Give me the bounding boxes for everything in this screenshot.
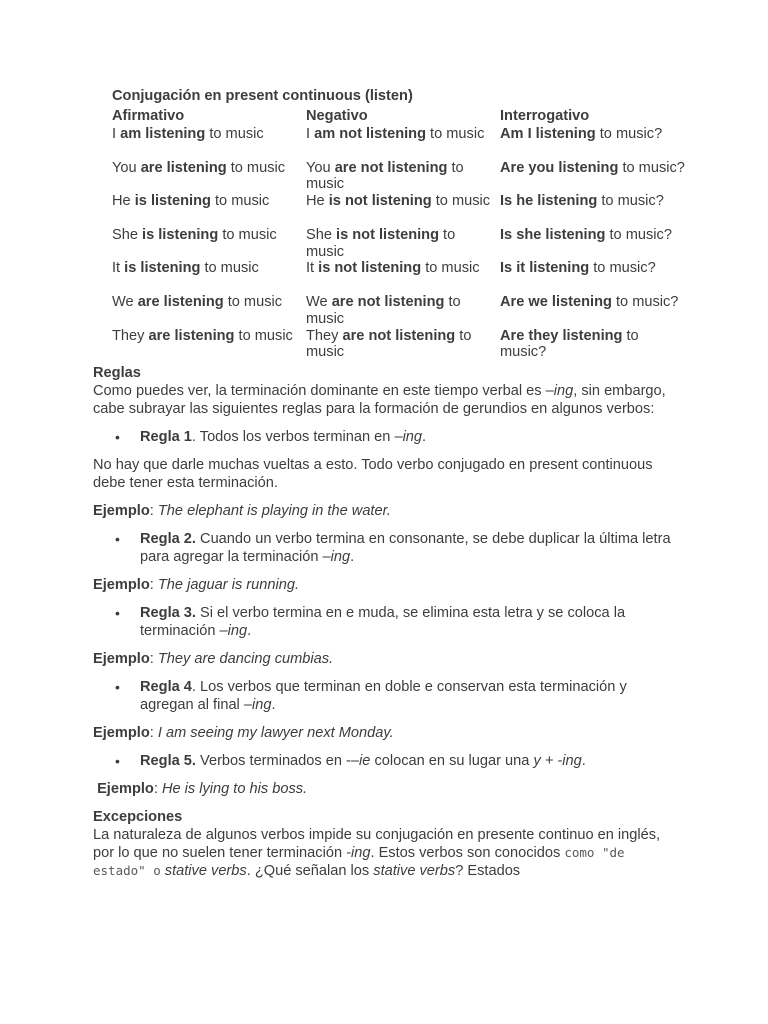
bullet: • bbox=[115, 605, 120, 621]
complement: to music? bbox=[618, 159, 685, 176]
rule-label: Regla 4 bbox=[140, 679, 192, 695]
table-cell bbox=[306, 328, 494, 362]
rule-label: Regla 5. bbox=[140, 753, 196, 769]
excepciones-text: . ¿Qué señalan los bbox=[246, 863, 374, 879]
verb-form: are not listening bbox=[342, 327, 456, 344]
subject: She bbox=[112, 226, 143, 243]
verb-form: is not listening bbox=[336, 226, 439, 243]
excepciones-paragraph bbox=[93, 826, 683, 880]
complement: to music bbox=[234, 327, 293, 344]
rule-text: Si el verbo termina en e muda, se elimina esta letra y se coloca la terminación bbox=[140, 605, 626, 639]
ejemplo-label: Ejemplo bbox=[93, 725, 150, 741]
complement: to music bbox=[306, 293, 461, 327]
verb-form: are not listening bbox=[334, 159, 448, 176]
subject: I bbox=[306, 126, 315, 142]
rule-text: . Los verbos que terminan en doble e conservan esta terminación y agregan al final bbox=[140, 679, 627, 713]
subject: You bbox=[112, 159, 141, 176]
example-text: I am seeing my lawyer next Monday. bbox=[157, 725, 394, 741]
complement: to music? bbox=[605, 226, 672, 243]
subject: You bbox=[306, 159, 335, 176]
rule-1-note: No hay que darle muchas vueltas a esto. Todo verbo conjugado en present continuous debe tener esta terminación. bbox=[93, 457, 653, 491]
subject: He bbox=[112, 193, 135, 210]
rule-end: . bbox=[247, 623, 252, 639]
ejemplo-label: Ejemplo bbox=[97, 781, 154, 797]
complement: to music bbox=[306, 159, 464, 193]
table-cell bbox=[306, 193, 494, 227]
example-3: Ejemplo: They are dancing cumbias. bbox=[93, 651, 334, 667]
example-2: Ejemplo: The jaguar is running. bbox=[93, 577, 300, 593]
complement: to music? bbox=[595, 126, 663, 142]
complement: to music bbox=[306, 327, 472, 361]
subject: We bbox=[306, 293, 332, 310]
complement: to music bbox=[306, 226, 456, 260]
excepciones-ing: -ing bbox=[346, 845, 371, 861]
table-cell bbox=[500, 193, 688, 227]
ejemplo-label: Ejemplo bbox=[93, 503, 150, 519]
excepciones-text: ? Estados bbox=[455, 863, 521, 879]
table-cell bbox=[306, 126, 494, 160]
table-cell bbox=[112, 328, 300, 362]
example-1: Ejemplo: The elephant is playing in the water. bbox=[93, 503, 391, 519]
excepciones-mono: como "de estado" o bbox=[93, 845, 625, 878]
subject: I bbox=[112, 126, 121, 142]
rule-ing: –ing bbox=[394, 429, 423, 445]
verb-form: am listening bbox=[120, 126, 206, 142]
rule-y-ing: y + -ing bbox=[533, 753, 582, 769]
complement: to music bbox=[421, 260, 480, 277]
table-cell bbox=[306, 260, 494, 294]
subject: It bbox=[306, 260, 319, 277]
rule-5 bbox=[93, 752, 683, 770]
verb-form: Am I listening bbox=[500, 126, 596, 142]
column-header: Interrogativo bbox=[500, 108, 590, 124]
rule-end: . bbox=[422, 429, 427, 445]
verb-form: is listening bbox=[134, 193, 211, 210]
table-cell bbox=[500, 160, 688, 194]
complement: to music bbox=[431, 193, 491, 210]
rule-text: Cuando un verbo termina en consonante, se debe duplicar la última letra para agregar la terminación bbox=[140, 531, 671, 565]
complement: to music bbox=[200, 260, 259, 277]
table-cell bbox=[112, 160, 300, 194]
verb-form: Is it listening bbox=[500, 260, 590, 277]
subject: They bbox=[112, 327, 149, 344]
table-cell bbox=[306, 160, 494, 194]
verb-form: Are we listening bbox=[500, 293, 612, 310]
column-header: Afirmativo bbox=[112, 108, 185, 124]
rule-3 bbox=[93, 604, 683, 640]
table-cell bbox=[306, 294, 494, 328]
rules-section bbox=[93, 364, 683, 880]
rule-ing: –ing bbox=[219, 623, 248, 639]
table-column bbox=[500, 107, 688, 361]
complement: to music? bbox=[611, 293, 679, 310]
bullet: • bbox=[115, 753, 120, 769]
verb-form: is not listening bbox=[318, 260, 422, 277]
verb-form: are listening bbox=[140, 159, 227, 176]
subject: She bbox=[306, 226, 337, 243]
rule-text: . Todos los verbos terminan en bbox=[191, 429, 395, 445]
verb-form: are not listening bbox=[331, 293, 445, 310]
bullet: • bbox=[115, 429, 120, 445]
ejemplo-label: Ejemplo bbox=[93, 651, 150, 667]
rule-label: Regla 1 bbox=[140, 429, 192, 445]
complement: to music? bbox=[500, 327, 639, 361]
verb-form: is listening bbox=[142, 226, 219, 243]
excepciones-heading: Excepciones bbox=[93, 809, 183, 825]
verb-form: Is she listening bbox=[500, 226, 606, 243]
rule-2 bbox=[93, 530, 683, 566]
subject: He bbox=[306, 193, 329, 210]
rule-end: . bbox=[350, 549, 355, 565]
complement: to music bbox=[205, 126, 264, 142]
verb-form: am not listening bbox=[314, 126, 426, 142]
verb-form: are listening bbox=[137, 293, 224, 310]
example-text: He is lying to his boss. bbox=[161, 781, 308, 797]
rule-ing: –ing bbox=[322, 549, 351, 565]
complement: to music bbox=[226, 159, 286, 176]
reglas-heading: Reglas bbox=[93, 365, 141, 381]
complement: to music? bbox=[589, 260, 656, 277]
bullet: • bbox=[115, 531, 120, 547]
stative-verbs-term: stative verbs bbox=[160, 863, 247, 879]
ejemplo-label: Ejemplo bbox=[93, 577, 150, 593]
intro-ing: –ing bbox=[545, 383, 574, 399]
table-cell bbox=[112, 126, 300, 160]
rule-label: Regla 3. bbox=[140, 605, 196, 621]
example-text: The elephant is playing in the water. bbox=[157, 503, 391, 519]
table-column bbox=[306, 107, 494, 361]
verb-form: Are you listening bbox=[500, 159, 619, 176]
rule-end: . bbox=[581, 753, 586, 769]
example-5: Ejemplo: He is lying to his boss. bbox=[97, 781, 308, 797]
table-cell bbox=[500, 126, 688, 160]
complement: to music bbox=[223, 293, 283, 310]
rule-ie: –ie bbox=[350, 753, 371, 769]
rule-text: Verbos terminados en - bbox=[195, 753, 351, 769]
reglas-intro bbox=[93, 382, 683, 418]
excepciones-text: . Estos verbos son conocidos bbox=[370, 845, 565, 861]
subject: They bbox=[306, 327, 343, 344]
intro-text: Como puedes ver, la terminación dominante en este tiempo verbal es bbox=[93, 383, 546, 399]
rule-end: . bbox=[271, 697, 276, 713]
subject: We bbox=[112, 293, 138, 310]
table-cell bbox=[306, 227, 494, 261]
subject: It bbox=[112, 260, 125, 277]
complement: to music bbox=[426, 126, 485, 142]
table-cell bbox=[112, 193, 300, 227]
verb-form: is listening bbox=[124, 260, 201, 277]
table-title: Conjugación en present continuous (listen) bbox=[112, 88, 413, 104]
verb-form: are listening bbox=[148, 327, 235, 344]
complement: to music bbox=[210, 193, 270, 210]
verb-form: is not listening bbox=[328, 193, 432, 210]
stative-verbs-term: stative verbs bbox=[373, 863, 456, 879]
example-text: They are dancing cumbias. bbox=[157, 651, 334, 667]
verb-form: Are they listening bbox=[500, 327, 623, 344]
rule-1 bbox=[93, 428, 683, 446]
table-cell bbox=[500, 294, 688, 328]
example-4: Ejemplo: I am seeing my lawyer next Monday. bbox=[93, 725, 394, 741]
table-cell bbox=[112, 294, 300, 328]
table-cell bbox=[112, 227, 300, 261]
table-cell bbox=[500, 328, 688, 362]
rule-label: Regla 2. bbox=[140, 531, 196, 547]
verb-form: Is he listening bbox=[500, 193, 598, 210]
excepciones-text: La naturaleza de algunos verbos impide su conjugación en presente continuo en inglés, por lo que no suelen tener terminación bbox=[93, 827, 661, 861]
rule-text: colocan en su lugar una bbox=[370, 753, 534, 769]
table-cell bbox=[112, 260, 300, 294]
intro-text-end: , sin embargo, cabe subrayar las siguientes reglas para la formación de gerundios en algunos verbos: bbox=[93, 383, 666, 417]
complement: to music bbox=[218, 226, 277, 243]
rule-4 bbox=[93, 678, 683, 714]
column-header: Negativo bbox=[306, 108, 368, 124]
table-column bbox=[112, 107, 300, 361]
bullet: • bbox=[115, 679, 120, 695]
rule-ing: –ing bbox=[243, 697, 272, 713]
table-cell bbox=[500, 227, 688, 261]
example-text: The jaguar is running. bbox=[157, 577, 300, 593]
table-cell bbox=[500, 260, 688, 294]
complement: to music? bbox=[597, 193, 664, 210]
